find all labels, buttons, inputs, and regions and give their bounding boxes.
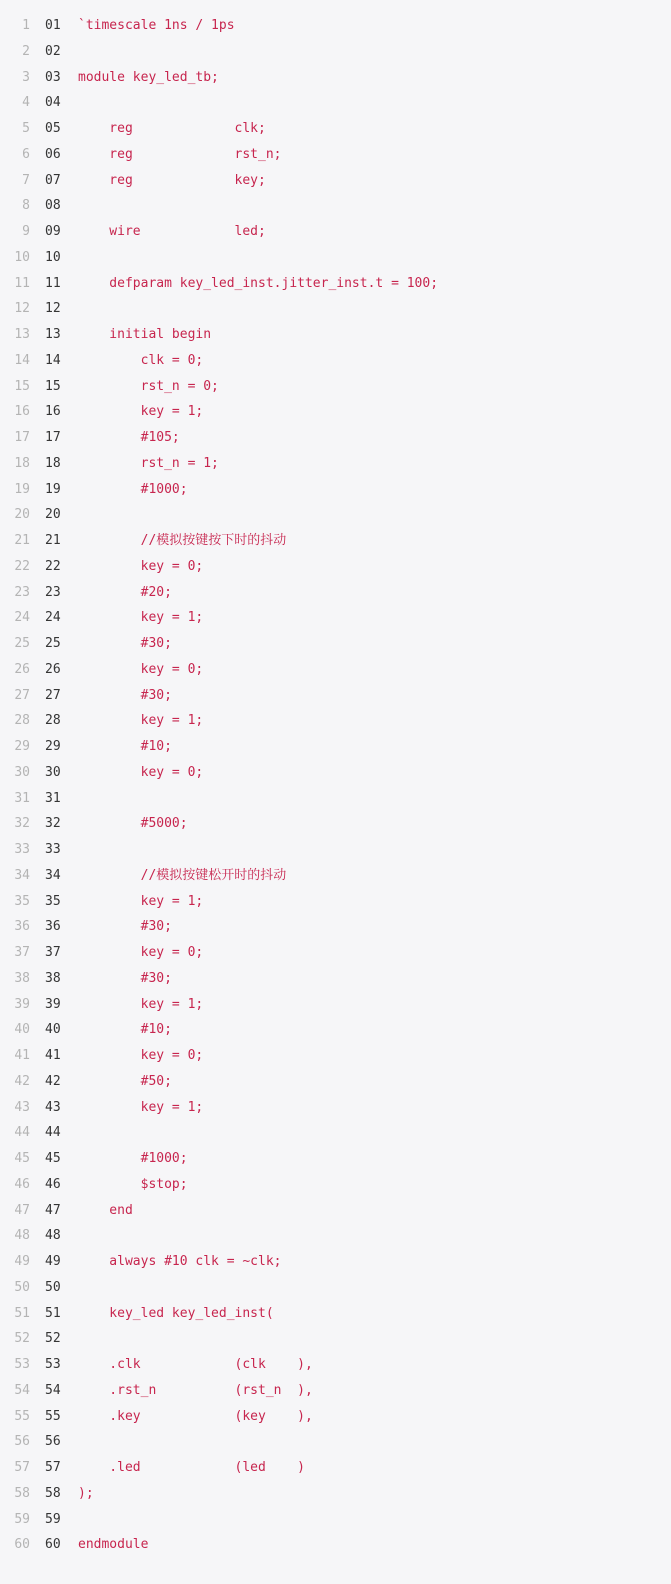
code-line: [0, 863, 671, 889]
line-number-gutter: 24: [14, 610, 30, 626]
line-number-gutter: 57: [14, 1460, 30, 1475]
line-number-gutter: 11: [14, 275, 30, 291]
code-text: #30;: [78, 687, 172, 703]
code-line: [0, 889, 671, 915]
code-line: [0, 1532, 671, 1558]
line-number-inline: 19: [45, 481, 61, 497]
line-number-inline: 52: [45, 1331, 61, 1347]
code-line: [0, 296, 671, 322]
line-number-gutter: 7: [22, 172, 30, 188]
code-line: [0, 708, 671, 734]
code-line: [0, 451, 671, 477]
line-number-inline: 59: [45, 1511, 61, 1527]
line-number-gutter: 8: [22, 198, 30, 214]
line-number-gutter: 56: [14, 1434, 30, 1450]
line-number-inline: 17: [45, 430, 61, 445]
line-number-inline: 12: [45, 301, 61, 317]
line-number-inline: 48: [45, 1228, 61, 1244]
code-line: [0, 1043, 671, 1069]
code-text: #105;: [78, 430, 180, 445]
line-number-gutter: 39: [14, 996, 30, 1012]
line-number-inline: 40: [45, 1022, 61, 1038]
code-line: [0, 1429, 671, 1455]
code-line: [0, 1275, 671, 1301]
line-number-gutter: 38: [14, 970, 30, 986]
line-number-inline: 07: [45, 172, 61, 188]
line-number-inline: 56: [45, 1434, 61, 1450]
code-text: reg key;: [78, 172, 266, 188]
code-text: #30;: [78, 636, 172, 651]
line-number-gutter: 41: [14, 1048, 30, 1063]
code-text: initial begin: [78, 327, 212, 342]
code-text: reg rst_n;: [78, 146, 282, 162]
line-number-inline: 28: [45, 713, 61, 729]
line-number-inline: 44: [45, 1125, 61, 1141]
line-number-gutter: 1: [22, 18, 30, 33]
code-text: key_led key_led_inst(: [78, 1305, 274, 1321]
code-text: module key_led_tb;: [78, 69, 219, 85]
line-number-gutter: 18: [14, 455, 30, 471]
line-number-inline: 05: [45, 121, 61, 136]
code-line: [0, 914, 671, 940]
line-number-inline: 06: [45, 146, 61, 162]
code-line: [0, 425, 671, 451]
code-line: [0, 786, 671, 812]
line-number-gutter: 4: [22, 95, 30, 111]
line-number-inline: 32: [45, 816, 61, 832]
code-text: endmodule: [78, 1537, 149, 1553]
line-number-inline: 30: [45, 764, 61, 780]
code-text: #30;: [78, 919, 172, 935]
code-line: [0, 837, 671, 863]
code-text: rst_n = 0;: [78, 378, 219, 394]
code-line: [0, 322, 671, 348]
line-number-inline: 22: [45, 558, 61, 574]
code-text: defparam key_led_inst.jitter_inst.t = 100;: [78, 275, 439, 291]
line-number-inline: 51: [45, 1305, 61, 1321]
line-number-gutter: 10: [14, 249, 30, 265]
line-number-gutter: 51: [14, 1305, 30, 1321]
line-number-gutter: 5: [22, 121, 30, 136]
line-number-gutter: 3: [22, 69, 30, 85]
line-number-inline: 11: [45, 275, 61, 291]
code-text: key = 1;: [78, 610, 204, 626]
code-text: .rst_n (rst_n ),: [78, 1382, 313, 1398]
line-number-gutter: 58: [14, 1485, 30, 1501]
code-line: [0, 65, 671, 91]
line-number-inline: 50: [45, 1279, 61, 1295]
code-line: [0, 760, 671, 786]
line-number-inline: 37: [45, 945, 61, 960]
line-number-inline: 36: [45, 919, 61, 935]
line-number-inline: 38: [45, 970, 61, 986]
code-line: [0, 1507, 671, 1533]
line-number-gutter: 36: [14, 919, 30, 935]
line-number-gutter: 43: [14, 1099, 30, 1115]
line-number-inline: 41: [45, 1048, 61, 1063]
code-line: [0, 1326, 671, 1352]
line-number-inline: 53: [45, 1357, 61, 1372]
code-line: [0, 580, 671, 606]
code-line: [0, 1146, 671, 1172]
line-number-gutter: 16: [14, 404, 30, 420]
line-number-gutter: 28: [14, 713, 30, 729]
line-number-inline: 31: [45, 790, 61, 806]
code-text: #5000;: [78, 816, 188, 832]
code-text: //模拟按键按下时的抖动: [78, 533, 287, 548]
code-text: #10;: [78, 739, 172, 754]
code-text: key = 0;: [78, 945, 204, 960]
code-line: [0, 631, 671, 657]
line-number-inline: 08: [45, 198, 61, 214]
line-number-inline: 34: [45, 867, 61, 883]
line-number-inline: 39: [45, 996, 61, 1012]
line-number-gutter: 22: [14, 558, 30, 574]
code-text: key = 1;: [78, 1099, 204, 1115]
line-number-inline: 57: [45, 1460, 61, 1475]
line-number-inline: 55: [45, 1408, 61, 1424]
line-number-inline: 45: [45, 1151, 61, 1166]
line-number-inline: 49: [45, 1254, 61, 1269]
code-text: .led (led ): [78, 1460, 305, 1475]
line-number-gutter: 60: [14, 1537, 30, 1553]
line-number-gutter: 40: [14, 1022, 30, 1038]
line-number-gutter: 42: [14, 1073, 30, 1089]
line-number-inline: 54: [45, 1382, 61, 1398]
code-line: [0, 1249, 671, 1275]
code-line: [0, 811, 671, 837]
code-line: [0, 1198, 671, 1224]
line-number-inline: 01: [45, 18, 61, 33]
code-text: );: [78, 1485, 94, 1501]
line-number-gutter: 17: [14, 430, 30, 445]
code-text: $stop;: [78, 1176, 188, 1192]
code-line: [0, 116, 671, 142]
code-line: [0, 90, 671, 116]
line-number-gutter: 50: [14, 1279, 30, 1295]
line-number-inline: 16: [45, 404, 61, 420]
line-number-inline: 25: [45, 636, 61, 651]
line-number-inline: 29: [45, 739, 61, 754]
code-text: #20;: [78, 584, 172, 600]
line-number-gutter: 34: [14, 867, 30, 883]
code-line: [0, 399, 671, 425]
line-number-gutter: 44: [14, 1125, 30, 1141]
code-text: always #10 clk = ~clk;: [78, 1254, 282, 1269]
code-line: [0, 1017, 671, 1043]
line-number-gutter: 14: [14, 352, 30, 368]
line-number-gutter: 52: [14, 1331, 30, 1347]
code-line: [0, 1378, 671, 1404]
code-line: [0, 374, 671, 400]
code-line: [0, 142, 671, 168]
line-number-gutter: 49: [14, 1254, 30, 1269]
code-line: [0, 1301, 671, 1327]
code-text: `timescale 1ns / 1ps: [78, 18, 235, 33]
line-number-gutter: 33: [14, 842, 30, 857]
line-number-inline: 03: [45, 69, 61, 85]
line-number-inline: 46: [45, 1176, 61, 1192]
code-line: [0, 1172, 671, 1198]
code-text: #50;: [78, 1073, 172, 1089]
line-number-inline: 02: [45, 43, 61, 59]
line-number-gutter: 20: [14, 507, 30, 523]
line-number-inline: 47: [45, 1202, 61, 1218]
line-number-inline: 27: [45, 687, 61, 703]
line-number-gutter: 21: [14, 533, 30, 548]
line-number-gutter: 12: [14, 301, 30, 317]
code-text: #1000;: [78, 481, 188, 497]
code-text: //模拟按键松开时的抖动: [78, 867, 287, 883]
code-text: .key (key ),: [78, 1408, 313, 1424]
line-number-inline: 24: [45, 610, 61, 626]
code-line: [0, 1455, 671, 1481]
line-number-inline: 23: [45, 584, 61, 600]
code-text: #30;: [78, 970, 172, 986]
line-number-gutter: 54: [14, 1382, 30, 1398]
line-number-inline: 09: [45, 224, 61, 239]
code-line: [0, 13, 671, 39]
line-number-gutter: 2: [22, 43, 30, 59]
code-text: key = 0;: [78, 661, 204, 677]
line-number-inline: 43: [45, 1099, 61, 1115]
line-number-inline: 13: [45, 327, 61, 342]
line-number-gutter: 13: [14, 327, 30, 342]
line-number-gutter: 23: [14, 584, 30, 600]
line-number-inline: 42: [45, 1073, 61, 1089]
code-line: [0, 1223, 671, 1249]
code-line: [0, 1069, 671, 1095]
code-line: [0, 168, 671, 194]
code-line: [0, 940, 671, 966]
line-number-gutter: 37: [14, 945, 30, 960]
code-text: key = 0;: [78, 558, 204, 574]
line-number-gutter: 19: [14, 481, 30, 497]
code-line: [0, 734, 671, 760]
code-text: #10;: [78, 1022, 172, 1038]
code-line: [0, 348, 671, 374]
line-number-inline: 10: [45, 249, 61, 265]
code-line: [0, 245, 671, 271]
code-text: key = 0;: [78, 1048, 204, 1063]
line-number-gutter: 25: [14, 636, 30, 651]
code-line: [0, 605, 671, 631]
code-text: end: [78, 1202, 133, 1218]
line-number-gutter: 59: [14, 1511, 30, 1527]
line-number-inline: 20: [45, 507, 61, 523]
code-line: [0, 219, 671, 245]
line-number-gutter: 15: [14, 378, 30, 394]
code-text: key = 1;: [78, 996, 204, 1012]
code-line: [0, 1120, 671, 1146]
code-line: [0, 554, 671, 580]
line-number-gutter: 35: [14, 893, 30, 909]
code-text: clk = 0;: [78, 352, 204, 368]
code-text: reg clk;: [78, 121, 266, 136]
line-number-inline: 21: [45, 533, 61, 548]
line-number-inline: 33: [45, 842, 61, 857]
line-number-inline: 58: [45, 1485, 61, 1501]
code-text: wire led;: [78, 224, 266, 239]
code-line: [0, 683, 671, 709]
line-number-inline: 26: [45, 661, 61, 677]
code-line: [0, 271, 671, 297]
code-text: key = 0;: [78, 764, 204, 780]
code-line: [0, 1352, 671, 1378]
line-number-inline: 35: [45, 893, 61, 909]
code-line: [0, 39, 671, 65]
code-line: [0, 528, 671, 554]
line-number-gutter: 45: [14, 1151, 30, 1166]
line-number-inline: 60: [45, 1537, 61, 1553]
line-number-gutter: 27: [14, 687, 30, 703]
line-number-gutter: 26: [14, 661, 30, 677]
line-number-gutter: 31: [14, 790, 30, 806]
code-line: [0, 966, 671, 992]
line-number-gutter: 29: [14, 739, 30, 754]
line-number-gutter: 9: [22, 224, 30, 239]
line-number-inline: 14: [45, 352, 61, 368]
code-line: [0, 1481, 671, 1507]
code-text: key = 1;: [78, 404, 204, 420]
line-number-gutter: 48: [14, 1228, 30, 1244]
line-number-gutter: 53: [14, 1357, 30, 1372]
line-number-gutter: 47: [14, 1202, 30, 1218]
line-number-gutter: 6: [22, 146, 30, 162]
code-line: [0, 1095, 671, 1121]
code-line: [0, 657, 671, 683]
line-number-inline: 04: [45, 95, 61, 111]
line-number-inline: 15: [45, 378, 61, 394]
code-text: rst_n = 1;: [78, 455, 219, 471]
code-text: key = 1;: [78, 893, 204, 909]
code-text: #1000;: [78, 1151, 188, 1166]
code-line: [0, 1404, 671, 1430]
code-line: [0, 502, 671, 528]
code-line: [0, 992, 671, 1018]
code-text: key = 1;: [78, 713, 204, 729]
line-number-gutter: 55: [14, 1408, 30, 1424]
line-number-inline: 18: [45, 455, 61, 471]
code-text: .clk (clk ),: [78, 1357, 313, 1372]
code-line: [0, 193, 671, 219]
code-line: [0, 477, 671, 503]
line-number-gutter: 32: [14, 816, 30, 832]
line-number-gutter: 46: [14, 1176, 30, 1192]
line-number-gutter: 30: [14, 764, 30, 780]
